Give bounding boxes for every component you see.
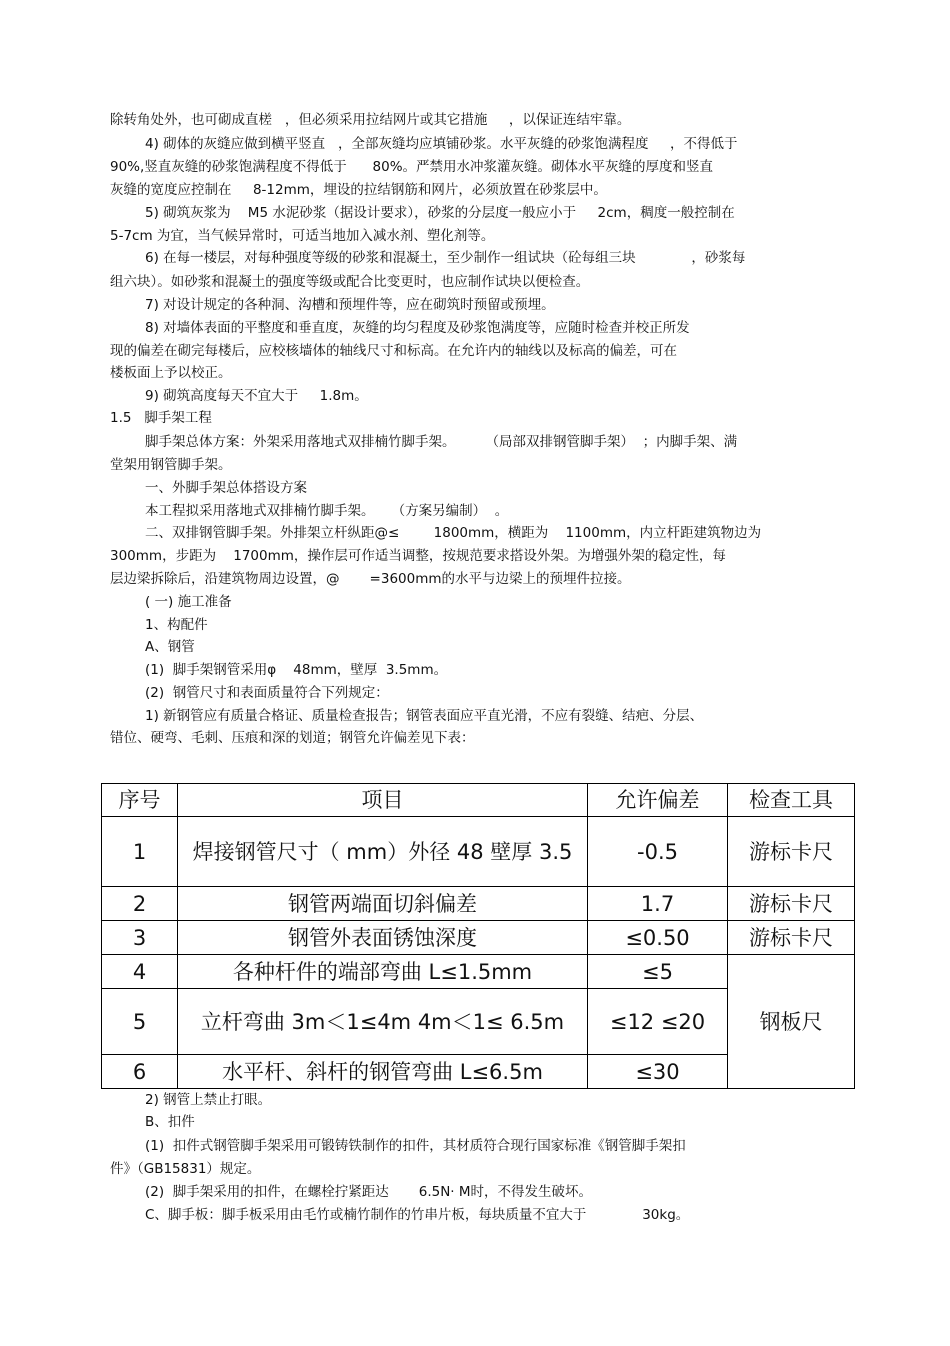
- header-item: 项目: [178, 784, 588, 817]
- text-line: 层边梁拆除后，沿建筑物周边设置，@ =3600mm的水平与边梁上的预埋件拉接。: [110, 571, 631, 587]
- cell-item: 水平杆、斜杆的钢管弯曲 L≤6.5m: [178, 1055, 588, 1089]
- cell-no: 1: [102, 817, 178, 887]
- text-line: 2) 钢管上禁止打眼。: [145, 1092, 272, 1108]
- cell-tool: 钢板尺: [728, 955, 855, 1089]
- text-line: 堂架用钢管脚手架。: [110, 457, 232, 473]
- table-row: [102, 887, 855, 921]
- table-header-row: [102, 784, 855, 817]
- text-line: 件》（GB15831）规定。: [110, 1161, 261, 1177]
- text-line: ( 一) 施工准备: [145, 594, 232, 610]
- text-line: (1) 扣件式钢管脚手架采用可锻铸铁制作的扣件，其材质符合现行国家标准《钢管脚手架扣: [145, 1138, 686, 1154]
- cell-no: 5: [102, 989, 178, 1055]
- cell-tolerance: ≤30: [588, 1055, 728, 1089]
- cell-item: 钢管外表面锈蚀深度: [178, 921, 588, 955]
- text-line: 5) 砌筑灰浆为 M5 水泥砂浆（据设计要求），砂浆的分层度一般应小于 2cm，稠度一般控制在: [145, 205, 735, 221]
- text-line: 错位、硬弯、毛刺、压痕和深的划道；钢管允许偏差见下表：: [110, 730, 475, 746]
- cell-tolerance: -0.5: [588, 817, 728, 887]
- cell-tool: 游标卡尺: [728, 921, 855, 955]
- cell-tool: 游标卡尺: [728, 817, 855, 887]
- text-line: 1) 新钢管应有质量合格证、质量检查报告；钢管表面应平直光滑，不应有裂缝、结疤、分层、: [145, 708, 704, 724]
- text-line: 现的偏差在砌完每楼后，应校核墙体的轴线尺寸和标高。在允许内的轴线以及标高的偏差，可在: [110, 343, 677, 359]
- header-tool: 检查工具: [728, 784, 855, 817]
- text-line: C、脚手板：脚手板采用由毛竹或楠竹制作的竹串片板，每块质量不宜大于 30kg。: [145, 1207, 690, 1223]
- text-line: 脚手架总体方案：外架采用落地式双排楠竹脚手架。 （局部双排钢管脚手架） ；内脚手架、满: [145, 434, 738, 450]
- cell-tolerance: 1.7: [588, 887, 728, 921]
- cell-item: 焊接钢管尺寸（ mm）外径 48 壁厚 3.5: [178, 817, 588, 887]
- cell-no: 4: [102, 955, 178, 989]
- text-line: 4) 砌体的灰缝应做到横平竖直 ，全部灰缝均应填铺砂浆。水平灰缝的砂浆饱满程度 ，不得低于: [145, 136, 738, 152]
- table-row: [102, 817, 855, 887]
- cell-tolerance: ≤12 ≤20: [588, 989, 728, 1055]
- text-line: 90%,竖直灰缝的砂浆饱满程度不得低于 80%。严禁用水冲浆灌灰缝。砌体水平灰缝的厚度和竖直: [110, 159, 714, 175]
- header-tolerance: 允许偏差: [588, 784, 728, 817]
- text-line: 组六块）。如砂浆和混凝土的强度等级或配合比变更时，也应制作试块以便检查。: [110, 274, 590, 290]
- header-no: 序号: [102, 784, 178, 817]
- text-line: (1) 脚手架钢管采用φ 48mm，壁厚 3.5mm。: [145, 662, 448, 678]
- text-line: 二、双排钢管脚手架。外排架立杆纵距@≤ 1800mm，横距为 1100mm，内立杆距建筑物边为: [145, 525, 762, 541]
- text-line: (2) 钢管尺寸和表面质量符合下列规定：: [145, 685, 389, 701]
- cell-tool: 游标卡尺: [728, 887, 855, 921]
- cell-tolerance: ≤5: [588, 955, 728, 989]
- text-line: 6) 在每一楼层，对每种强度等级的砂浆和混凝土，至少制作一组试块（砼每组三块 ，砂浆每: [145, 250, 746, 266]
- text-line: 8) 对墙体表面的平整度和垂直度，灰缝的均匀程度及砂浆饱满度等，应随时检查并校正所发: [145, 320, 690, 336]
- text-line: 灰缝的宽度应控制在 8-12mm，埋设的拉结钢筋和网片，必须放置在砂浆层中。: [110, 182, 607, 198]
- section-heading: 1.5 脚手架工程: [110, 410, 212, 426]
- cell-item: 钢管两端面切斜偏差: [178, 887, 588, 921]
- text-line: 楼板面上予以校正。: [110, 365, 232, 381]
- cell-no: 6: [102, 1055, 178, 1089]
- tolerance-table: [101, 783, 855, 1089]
- text-line: 本工程拟采用落地式双排楠竹脚手架。 （方案另编制） 。: [145, 503, 509, 519]
- text-line: 9) 砌筑高度每天不宜大于 1.8m。: [145, 388, 368, 404]
- text-line: (2) 脚手架采用的扣件，在螺栓拧紧距达 6.5N· M时，不得发生破坏。: [145, 1184, 593, 1200]
- cell-item: 立杆弯曲 3m＜1≤4m 4m＜1≤ 6.5m: [178, 989, 588, 1055]
- text-line: 5-7cm 为宜，当气候异常时，可适当地加入减水剂、塑化剂等。: [110, 228, 495, 244]
- text-line: 一、外脚手架总体搭设方案: [145, 480, 307, 496]
- cell-tolerance: ≤0.50: [588, 921, 728, 955]
- cell-item: 各种杆件的端部弯曲 L≤1.5mm: [178, 955, 588, 989]
- cell-no: 3: [102, 921, 178, 955]
- text-line: A、钢管: [145, 639, 195, 655]
- text-line: 除转角处外，也可砌成直槎 ，但必须采用拉结网片或其它措施 ，以保证连结牢靠。: [110, 112, 631, 128]
- cell-no: 2: [102, 887, 178, 921]
- table-row: [102, 955, 855, 989]
- text-line: 7) 对设计规定的各种洞、沟槽和预埋件等，应在砌筑时预留或预埋。: [145, 297, 555, 313]
- table-row: [102, 921, 855, 955]
- text-line: 1、构配件: [145, 617, 208, 633]
- text-line: 300mm，步距为 1700mm，操作层可作适当调整，按规范要求搭设外架。为增强外架的稳定性，每: [110, 548, 726, 564]
- text-line: B、扣件: [145, 1114, 195, 1130]
